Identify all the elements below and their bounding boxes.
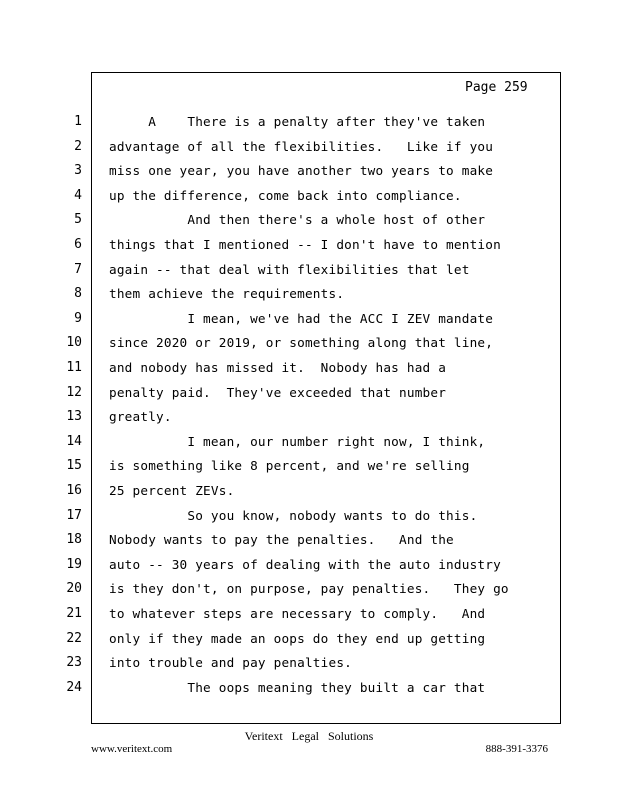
line-number: 15 [66, 458, 82, 473]
line-number: 9 [74, 311, 82, 326]
line-text: penalty paid. They've exceeded that number [109, 385, 447, 400]
line-text: since 2020 or 2019, or something along that line, [109, 335, 494, 350]
line-text: only if they made an oops do they end up getting [109, 631, 486, 646]
line-number: 10 [66, 335, 82, 350]
line-number: 23 [66, 655, 82, 670]
line-text: them achieve the requirements. [109, 286, 345, 301]
line-text: to whatever steps are necessary to comply. And [109, 606, 486, 621]
line-text: I mean, our number right now, I think, [109, 434, 486, 449]
line-number: 13 [66, 409, 82, 424]
line-number: 2 [74, 139, 82, 154]
line-number: 7 [74, 262, 82, 277]
line-text: miss one year, you have another two years to make [109, 163, 494, 178]
line-number: 1 [74, 114, 82, 129]
line-text: 25 percent ZEVs. [109, 483, 235, 498]
line-text: Nobody wants to pay the penalties. And the [109, 532, 454, 547]
page-number: Page 259 [465, 80, 528, 95]
line-text: auto -- 30 years of dealing with the auto industry [109, 557, 501, 572]
line-text: again -- that deal with flexibilities that let [109, 262, 470, 277]
line-number: 14 [66, 434, 82, 449]
line-text: And then there's a whole host of other [109, 212, 486, 227]
line-number: 3 [74, 163, 82, 178]
line-text: into trouble and pay penalties. [109, 655, 352, 670]
line-text: things that I mentioned -- I don't have to mention [109, 237, 501, 252]
line-text: So you know, nobody wants to do this. [109, 508, 478, 523]
line-number: 6 [74, 237, 82, 252]
line-number: 24 [66, 680, 82, 695]
line-text: and nobody has missed it. Nobody has had a [109, 360, 447, 375]
line-text: advantage of all the flexibilities. Like if you [109, 139, 494, 154]
line-number: 20 [66, 581, 82, 596]
line-number: 4 [74, 188, 82, 203]
line-number: 16 [66, 483, 82, 498]
line-number: 22 [66, 631, 82, 646]
footer-phone: 888-391-3376 [485, 743, 548, 755]
line-number: 19 [66, 557, 82, 572]
line-text: I mean, we've had the ACC I ZEV mandate [109, 311, 494, 326]
line-text: is they don't, on purpose, pay penalties. They go [109, 581, 509, 596]
footer-website: www.veritext.com [91, 743, 173, 755]
line-number: 18 [66, 532, 82, 547]
line-number: 17 [66, 508, 82, 523]
line-text: A There is a penalty after they've taken [109, 114, 486, 129]
line-number: 11 [66, 360, 82, 375]
line-number: 21 [66, 606, 82, 621]
footer-company: Veritext Legal Solutions [244, 729, 374, 743]
line-text: up the difference, come back into compliance. [109, 188, 462, 203]
line-number: 12 [66, 385, 82, 400]
line-text: is something like 8 percent, and we're selling [109, 458, 470, 473]
line-number: 8 [74, 286, 82, 301]
line-text: greatly. [109, 409, 172, 424]
line-text: The oops meaning they built a car that [109, 680, 486, 695]
line-number: 5 [74, 212, 82, 227]
